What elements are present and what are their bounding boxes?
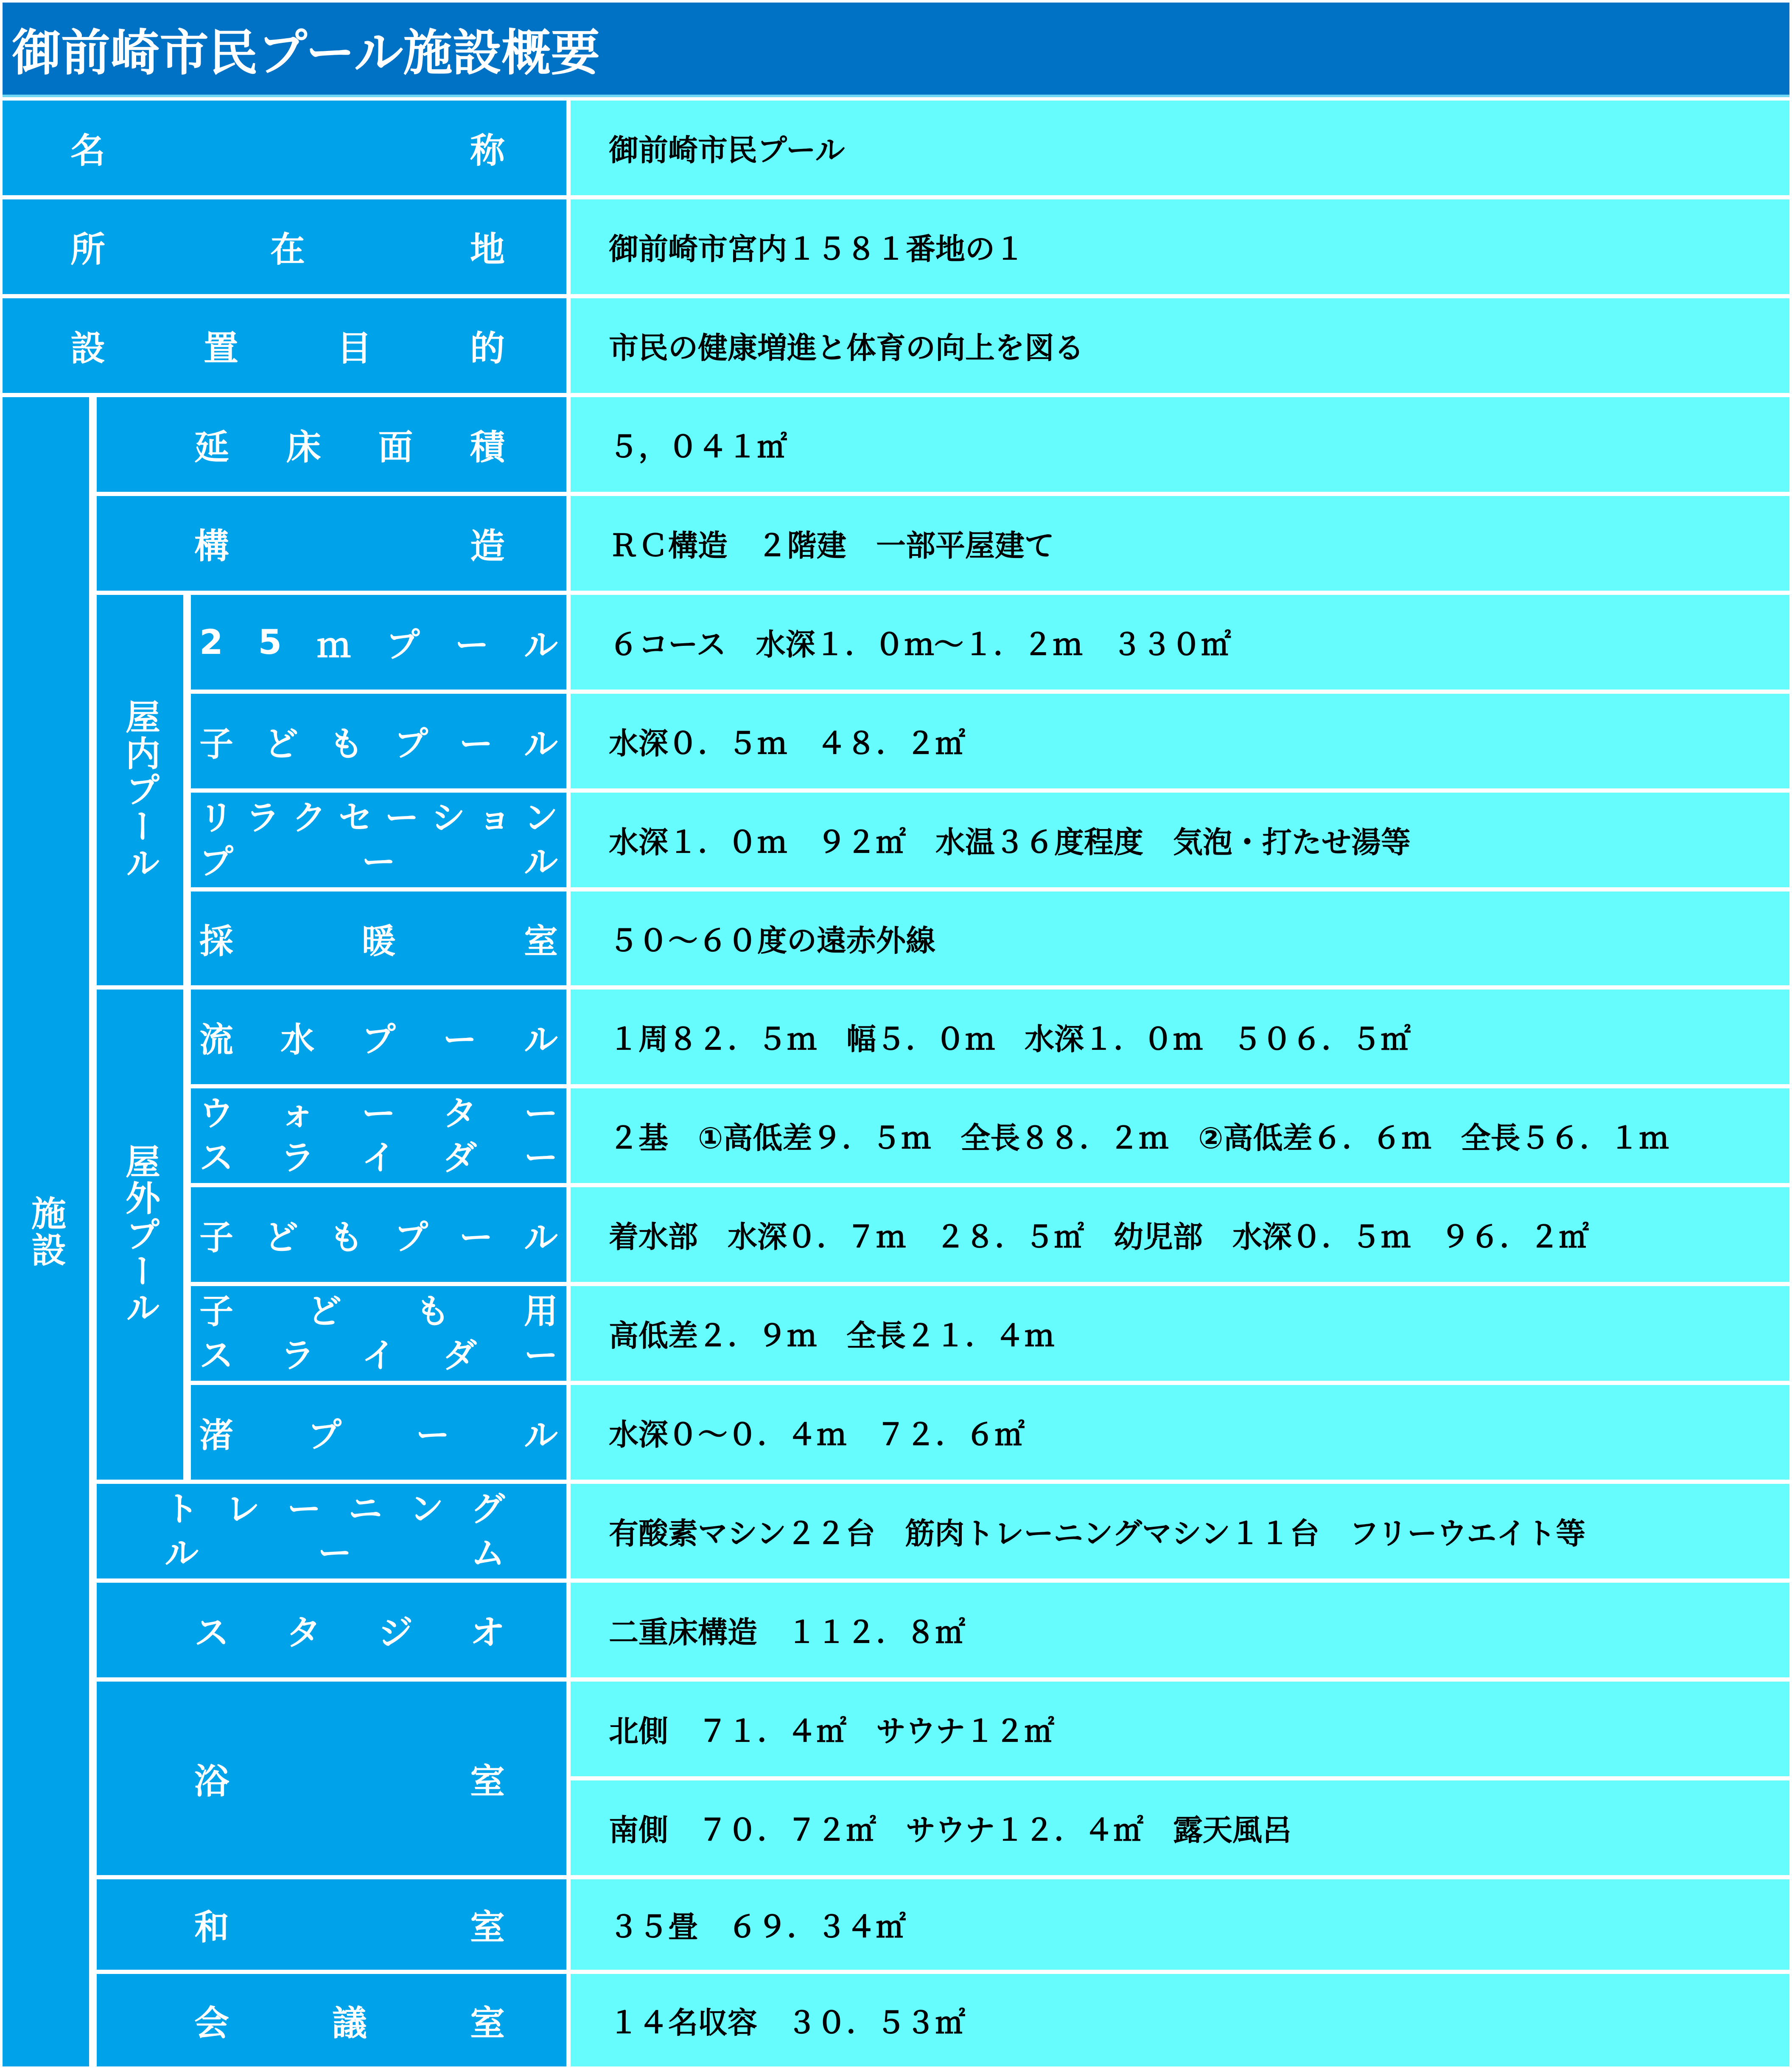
kids-slider-value: 高低差２．９ｍ 全長２１．４ｍ bbox=[571, 1286, 1789, 1381]
indoor-kids-pool-label: 子 ど も プ ー ル bbox=[191, 694, 566, 788]
japanese-room-value: ３５畳 ６９．３４㎡ bbox=[571, 1879, 1789, 1970]
structure-label: 構 造 bbox=[97, 496, 566, 591]
purpose-label: 設 置 目 的 bbox=[3, 298, 566, 393]
floor-area-value: ５，０４１㎡ bbox=[571, 397, 1789, 492]
relaxation-pool-label-line2: プ ー ル bbox=[199, 842, 558, 882]
outdoor-kids-pool-label: 子 ど も プ ー ル bbox=[191, 1187, 566, 1282]
floor-area-label: 延 床 面 積 bbox=[97, 397, 566, 492]
bath-label: 浴 室 bbox=[97, 1682, 566, 1875]
training-room-label bbox=[97, 1484, 566, 1578]
training-room-value: 有酸素マシン２２台 筋肉トレーニングマシン１１台 フリーウエイト等 bbox=[571, 1484, 1789, 1578]
lazy-river-value: １周８２．５ｍ 幅５．０ｍ 水深１．０ｍ ５０６．５㎡ bbox=[571, 990, 1789, 1084]
japanese-room-label: 和 室 bbox=[97, 1879, 566, 1970]
relaxation-pool-value: 水深１．０ｍ ９２㎡ 水温３６度程度 気泡・打たせ湯等 bbox=[571, 793, 1789, 887]
beach-pool-value: 水深０～０．４ｍ ７２．６㎡ bbox=[571, 1385, 1789, 1480]
bath-south-value: 南側 ７０．７２㎡ サウナ１２．４㎡ 露天風呂 bbox=[571, 1780, 1789, 1875]
name-label: 名 称 bbox=[3, 101, 566, 195]
address-label: 所 在 地 bbox=[3, 199, 566, 294]
warming-room-value: ５０～６０度の遠赤外線 bbox=[571, 892, 1789, 985]
structure-value: ＲＣ構造 ２階建 一部平屋建て bbox=[571, 496, 1789, 591]
pool25-label: 2 5 ｍ プ ー ル bbox=[191, 595, 566, 690]
water-slider-label-line1: ウ ォ ー タ ー bbox=[199, 1093, 558, 1133]
warming-room-label: 採 暖 室 bbox=[191, 892, 566, 985]
training-room-label-line1: ト レ ー ニ ン グ bbox=[165, 1489, 505, 1529]
meeting-room-value: １４名収容 ３０．５３㎡ bbox=[571, 1974, 1789, 2066]
lazy-river-label: 流 水 プ ー ル bbox=[191, 990, 566, 1084]
pool25-value: ６コース 水深１．０ｍ～１．２ｍ ３３０㎡ bbox=[571, 595, 1789, 690]
outdoor-pool-group-label bbox=[97, 990, 183, 1480]
kids-slider-label-line1: 子 ど も 用 bbox=[199, 1291, 558, 1331]
studio-value: 二重床構造 １１２．８㎡ bbox=[571, 1583, 1789, 1677]
facility-group-text: 施設 bbox=[25, 1195, 66, 1268]
water-slider-value: ２基 ①高低差９．５ｍ 全長８８．２ｍ ②高低差６．６ｍ 全長５６．１ｍ bbox=[571, 1088, 1789, 1183]
beach-pool-label: 渚 プ ー ル bbox=[191, 1385, 566, 1480]
purpose-value: 市民の健康増進と体育の向上を図る bbox=[571, 298, 1789, 393]
address-value: 御前崎市宮内１５８１番地の１ bbox=[571, 199, 1789, 294]
outdoor-pool-group-text: 屋外プール bbox=[120, 1143, 160, 1326]
relaxation-pool-label bbox=[191, 793, 566, 887]
outdoor-kids-pool-value: 着水部 水深０．７ｍ ２８．５㎡ 幼児部 水深０．５ｍ ９６．２㎡ bbox=[571, 1187, 1789, 1282]
facility-group-label bbox=[3, 397, 89, 2066]
page-title: 御前崎市民プール施設概要 bbox=[12, 24, 600, 81]
kids-slider-label bbox=[191, 1286, 566, 1381]
training-room-label-line2: ル ー ム bbox=[165, 1533, 505, 1573]
relaxation-pool-label-line1: リ ラ ク セ ー シ ョ ン bbox=[199, 798, 558, 838]
page-title-bar bbox=[3, 3, 1789, 97]
kids-slider-label-line2: ス ラ イ ダ ー bbox=[199, 1335, 558, 1375]
indoor-pool-group-text: 屋内プール bbox=[120, 699, 160, 881]
name-value: 御前崎市民プール bbox=[571, 101, 1789, 195]
water-slider-label-line2: ス ラ イ ダ ー bbox=[199, 1138, 558, 1177]
meeting-room-label: 会 議 室 bbox=[97, 1974, 566, 2066]
studio-label: ス タ ジ オ bbox=[97, 1583, 566, 1677]
indoor-kids-pool-value: 水深０．５ｍ ４８．２㎡ bbox=[571, 694, 1789, 788]
bath-north-value: 北側 ７１．４㎡ サウナ１２㎡ bbox=[571, 1682, 1789, 1776]
water-slider-label bbox=[191, 1088, 566, 1183]
indoor-pool-group-label bbox=[97, 595, 183, 985]
